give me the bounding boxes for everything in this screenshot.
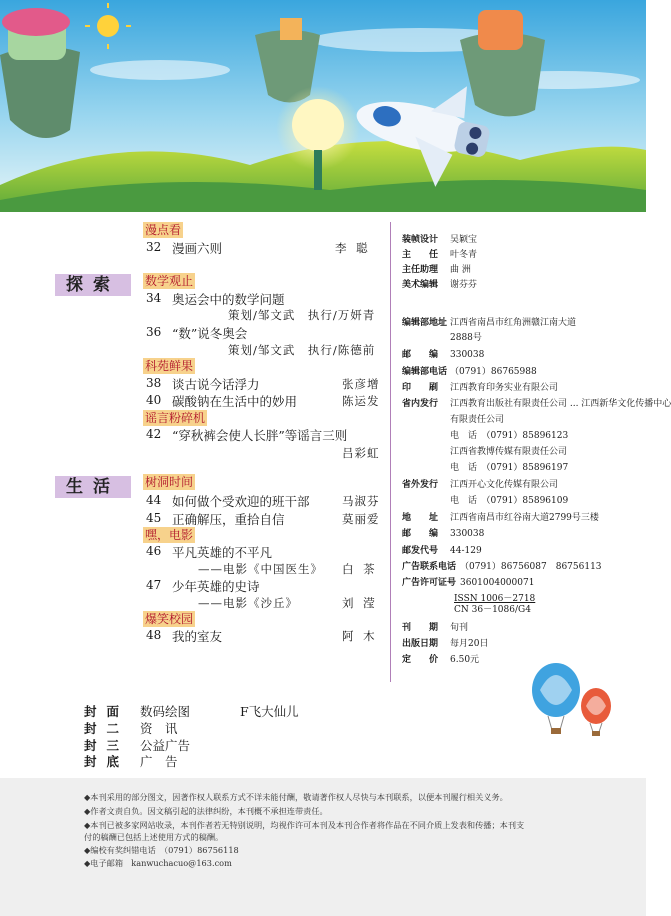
issn-number: ISSN 1006－2718 xyxy=(454,594,536,604)
column-tag: 爆笑校园 xyxy=(145,612,194,626)
page-number: 32 xyxy=(146,240,162,254)
credit-value: 江西省南昌市红角洲赣江南大道 xyxy=(450,318,577,328)
page-number: 34 xyxy=(146,291,162,305)
page-number: 42 xyxy=(146,427,162,441)
credit-row xyxy=(402,477,558,490)
credit-label: 省内发行 xyxy=(402,399,439,409)
credit-value: 44-129 xyxy=(450,546,482,556)
article-author: 陈运发 xyxy=(342,394,380,408)
credit-row xyxy=(402,510,599,523)
credit-value: 江西省南昌市红谷南大道2799号三楼 xyxy=(450,513,599,523)
article-author: 张彦增 xyxy=(342,377,380,391)
page-number: 45 xyxy=(146,511,162,525)
section-label: 探索 xyxy=(55,274,131,296)
article-author: 莫丽爱 xyxy=(342,512,380,526)
credit-row xyxy=(402,444,567,457)
article-title: 正确解压，重拾自信 xyxy=(172,512,285,527)
cover-credit-label: 封面 xyxy=(84,704,130,719)
column-tag: 树洞时间 xyxy=(145,475,194,489)
article-title: 我的室友 xyxy=(172,629,223,644)
page-number: 48 xyxy=(146,628,162,642)
credit-row xyxy=(402,364,537,377)
article-title: 少年英雄的史诗 xyxy=(172,579,260,594)
column-tag: 科苑鲜果 xyxy=(145,359,194,373)
page-number: 44 xyxy=(146,493,162,507)
credit-row xyxy=(402,526,484,539)
notice-line: ◆电子邮箱 kanwuchacuo@163.com xyxy=(84,858,232,868)
column-tag: 嘿，电影 xyxy=(145,528,194,542)
credit-row xyxy=(402,262,471,275)
cn-number: CN 36－1086/G4 xyxy=(454,605,531,615)
column-tag: 谣言粉碎机 xyxy=(145,411,206,425)
credit-value: 330038 xyxy=(450,529,485,539)
credit-row xyxy=(402,232,477,245)
hot-air-balloons-illustration xyxy=(520,660,620,740)
credit-value: 2888号 xyxy=(450,333,482,343)
credit-label: 邮 编 xyxy=(402,350,439,360)
cover-credit-value: 数码绘图 F飞大仙儿 xyxy=(140,704,299,719)
article-title: 奥运会中的数学问题 xyxy=(172,292,285,307)
credit-value: 330038 xyxy=(450,350,485,360)
notice-line: ◆本刊采用的部分图文，因著作权人联系方式不详未能付酬，敬请著作权人尽快与本刊联系，以便本刊履行相关义务。 xyxy=(84,792,508,802)
notice-line: ◆本刊已被多家网站收录，本刊作者若无特别说明，均视作许可本刊及本刊合作者将作品在不同介质上发表和传播；本刊支 xyxy=(84,820,525,830)
article-author: 李 聪 xyxy=(335,241,371,255)
credit-value: 叶冬青 xyxy=(450,250,478,260)
credit-value: （0791）86765988 xyxy=(450,367,537,377)
page-number: 47 xyxy=(146,578,162,592)
credit-label: 定 价 xyxy=(402,655,439,665)
credit-row xyxy=(402,347,484,360)
notice-line: ◆作者文责自负。因文稿引起的法律纠纷，本刊概不承担连带责任。 xyxy=(84,806,328,816)
page-number: 46 xyxy=(146,544,162,558)
credit-label: 主任助理 xyxy=(402,265,439,275)
credit-label: 印 刷 xyxy=(402,383,439,393)
credit-row xyxy=(402,396,671,409)
article-author: 阿 木 xyxy=(342,629,378,643)
page-number: 40 xyxy=(146,393,162,407)
credit-row xyxy=(402,620,468,633)
article-title: 漫画六则 xyxy=(172,241,223,256)
cover-credit-value: 公益广告 xyxy=(140,738,191,753)
credit-row xyxy=(402,460,568,473)
credit-value: 电 话 （0791）85896123 xyxy=(450,431,569,441)
credit-row xyxy=(402,380,558,393)
balloon-icon xyxy=(532,663,580,734)
credit-value: 江西教育出版社有限责任公司 ... 江西新华文化传播中心 xyxy=(450,399,671,409)
credit-row xyxy=(402,543,482,556)
article-title: 平凡英雄的不平凡 xyxy=(172,545,273,560)
sky-scene xyxy=(0,0,646,212)
credit-row xyxy=(402,330,482,343)
section-label: 生活 xyxy=(55,476,131,498)
credit-row xyxy=(402,428,568,441)
credit-row xyxy=(402,559,602,572)
credit-value: 江西开心文化传媒有限公司 xyxy=(450,480,559,490)
article-author: 吕彩虹 xyxy=(342,446,380,460)
credit-label: 出版日期 xyxy=(402,639,439,649)
article-title: 碳酸钠在生活中的妙用 xyxy=(172,394,298,409)
credit-value: （0791）86756087 86756113 xyxy=(460,562,602,572)
article-credit: 策划/邹文武 执行/万妍青 xyxy=(228,308,376,322)
article-title: 如何做个受欢迎的班干部 xyxy=(172,494,310,509)
credit-value: 曲 洲 xyxy=(450,265,471,275)
cover-credit-label: 封三 xyxy=(84,738,130,753)
credit-row xyxy=(402,575,534,588)
credit-value: 旬刊 xyxy=(450,623,469,633)
credit-label: 美术编辑 xyxy=(402,280,439,290)
credit-value: 江西教育印务实业有限公司 xyxy=(450,383,559,393)
credit-label: 广告许可证号 xyxy=(402,578,457,588)
cover-credit-row xyxy=(84,702,299,720)
credit-value: 电 话 （0791）85896109 xyxy=(450,496,569,506)
credit-label: 邮 编 xyxy=(402,529,439,539)
credit-value: 谢芬芬 xyxy=(450,280,478,290)
credit-label: 装帧设计 xyxy=(402,235,439,245)
article-title: “数”说冬奥会 xyxy=(172,326,248,341)
footer-notice xyxy=(0,778,646,916)
cover-credit-value: 资 讯 xyxy=(140,721,178,736)
credit-value: 有限责任公司 xyxy=(450,415,505,425)
credit-label: 省外发行 xyxy=(402,480,439,490)
credit-label: 编辑部电话 xyxy=(402,367,448,377)
credit-value: 6.50元 xyxy=(450,655,480,665)
notice-line: ◆编校有奖纠错电话 （0791）86756118 xyxy=(84,845,239,855)
credit-value: 3601004000071 xyxy=(460,578,535,588)
credit-row xyxy=(402,652,479,665)
credit-row xyxy=(402,247,477,260)
cover-credit-row xyxy=(84,752,178,770)
page-number: 38 xyxy=(146,376,162,390)
credit-label: 编辑部地址 xyxy=(402,318,448,328)
cover-credit-label: 封底 xyxy=(84,754,130,769)
article-author: 马淑芬 xyxy=(342,494,380,508)
credit-row xyxy=(402,315,576,328)
credit-row xyxy=(402,412,504,425)
column-divider xyxy=(390,222,391,682)
credit-row xyxy=(402,636,488,649)
article-title: “穿秋裤会使人长胖”等谣言三则 xyxy=(172,428,348,443)
credit-value: 电 话 （0791）85896197 xyxy=(450,463,569,473)
credit-label: 刊 期 xyxy=(402,623,439,633)
page-number: 36 xyxy=(146,325,162,339)
credit-label: 广告联系电话 xyxy=(402,562,457,572)
column-tag: 数学观止 xyxy=(145,274,194,288)
notice-line: 付的稿酬已包括上述使用方式的稿酬。 xyxy=(84,832,224,842)
cover-credit-label: 封二 xyxy=(84,721,130,736)
balloon-icon xyxy=(581,688,611,736)
credit-value: 江西省教博传媒有限责任公司 xyxy=(450,447,568,457)
cover-credit-row xyxy=(84,719,178,737)
credit-label: 邮发代号 xyxy=(402,546,439,556)
credit-label: 主 任 xyxy=(402,250,439,260)
table-of-contents xyxy=(0,212,390,672)
column-tag: 漫点看 xyxy=(145,223,182,237)
credit-row xyxy=(402,493,568,506)
banner-illustration xyxy=(0,0,646,212)
article-title: 谈古说今话浮力 xyxy=(172,377,260,392)
credit-row xyxy=(402,277,477,290)
article-author: 白 茶 xyxy=(342,562,378,576)
credit-label: 地 址 xyxy=(402,513,439,523)
credit-value: 吴颖宝 xyxy=(450,235,478,245)
article-credit: 策划/邹文武 执行/陈德前 xyxy=(228,343,376,357)
cover-credit-value: 广 告 xyxy=(140,754,178,769)
credit-value: 每月20日 xyxy=(450,639,489,649)
article-subtitle: ——电影《沙丘》 xyxy=(198,596,298,610)
article-author: 刘 滢 xyxy=(342,596,378,610)
article-subtitle: ——电影《中国医生》 xyxy=(198,562,323,576)
